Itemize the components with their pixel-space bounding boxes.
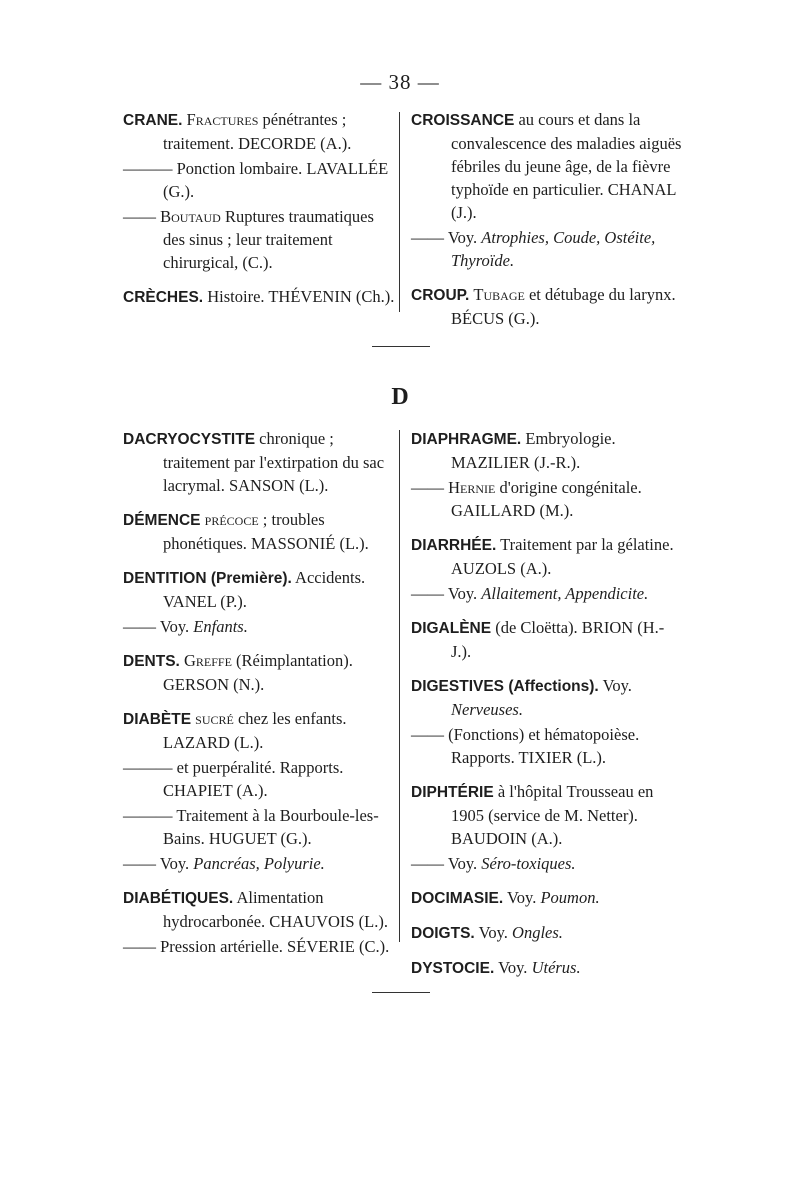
index-entry [123, 285, 395, 309]
entry-smallcaps: sucré [195, 709, 234, 728]
entry-text: Voy. [602, 676, 632, 695]
entry-text: Accidents. VANEL (P.). [163, 568, 366, 611]
entry-text: et puerpéralité. Rapports. CHAPIET (A.). [163, 758, 344, 800]
entry-headword: DIAPHRAGME. [411, 431, 522, 448]
entry-text: (Fonctions) et hématopoièse. Rapports. TIXIER (L.). [448, 725, 640, 767]
index-subentry [123, 852, 395, 875]
index-subentry [123, 756, 395, 802]
entry-smallcaps: Hernie [448, 478, 496, 497]
entry-dash: —— [411, 854, 444, 873]
entry-text: Histoire. THÉVENIN (Ch.). [207, 287, 395, 306]
entry-text: Voy. [159, 854, 194, 873]
index-entry [411, 674, 683, 721]
entry-dash: —— [123, 937, 156, 956]
index-entry [123, 108, 395, 155]
entry-headword: CRÈCHES. [123, 289, 204, 306]
entry-headword: DIARRHÉE. [411, 537, 497, 554]
entry-text: et détubage du larynx. BÉCUS (G.). [451, 285, 676, 328]
index-entry [123, 649, 395, 696]
entry-smallcaps: Boutaud [160, 207, 221, 226]
entry-italic: Utérus. [531, 958, 581, 977]
entry-text: Voy. [159, 617, 194, 636]
index-subentry [123, 804, 395, 850]
entry-tail: (C.). [242, 253, 273, 272]
index-entry [123, 707, 395, 754]
entry-text: Voy. [506, 888, 541, 907]
entry-text: chez les enfants. LAZARD (L.). [163, 709, 347, 752]
entry-dash: —— [123, 617, 156, 636]
entry-dash: ——— [123, 159, 173, 178]
entry-text: Voy. [447, 228, 482, 247]
entry-text: Embryologie. MAZILIER (J.-R.). [451, 429, 616, 472]
column-divider-top [399, 112, 400, 312]
index-entry [411, 921, 683, 945]
top-left-column [123, 108, 395, 320]
entry-text: Voy. [447, 854, 482, 873]
entry-text: Voy. [447, 584, 482, 603]
entry-text: Ponction lombaire. LAVALLÉE (G.). [163, 159, 389, 201]
entry-italic: Séro-toxiques. [481, 854, 576, 873]
entry-smallcaps: Tubage [473, 285, 525, 304]
bottom-left-column [123, 427, 395, 969]
entry-text: Pression artérielle. SÉVERIE (C.). [160, 937, 390, 956]
bottom-right-column [411, 427, 683, 991]
index-subentry [411, 723, 683, 769]
index-subentry [411, 226, 683, 272]
page-number: — 38 — [360, 70, 440, 94]
entry-headword: DOIGTS. [411, 925, 475, 942]
index-subentry [411, 476, 683, 522]
entry-headword: DIGALÈNE [411, 620, 492, 637]
index-entry [411, 956, 683, 980]
index-subentry [123, 205, 395, 274]
entry-text: chronique ; traitement par l'extirpation du sac lacrymal. SANSON (L.). [163, 429, 385, 495]
entry-italic: Nerveuses. [451, 700, 523, 719]
entry-italic: Allaitement, Appendicite. [481, 584, 649, 603]
entry-dash: —— [411, 478, 444, 497]
index-entry [411, 780, 683, 850]
entry-text: ; troubles phonétiques. MASSONIÉ (L.). [163, 510, 369, 553]
entry-headword: DACRYOCYSTITE [123, 431, 256, 448]
entry-headword: DENTS. [123, 653, 180, 670]
end-separator [372, 992, 430, 993]
entry-dash: —— [411, 725, 444, 744]
entry-italic: Poumon. [540, 888, 600, 907]
index-subentry [123, 157, 395, 203]
entry-dash: ——— [123, 758, 173, 777]
entry-text: Voy. [478, 923, 513, 942]
entry-text: Alimentation hydrocarbonée. CHAUVOIS (L.). [163, 888, 388, 931]
entry-dash: —— [123, 854, 156, 873]
entry-smallcaps: précoce [204, 510, 259, 529]
entry-text: Voy. [498, 958, 532, 977]
entry-headword: CROUP. [411, 287, 470, 304]
entry-italic: Atrophies, Coude, Ostéite, Thyroïde. [451, 228, 656, 270]
index-subentry [411, 852, 683, 875]
section-separator [372, 346, 430, 347]
entry-headword: DÉMENCE [123, 512, 201, 529]
entry-dash: —— [411, 228, 444, 247]
index-entry [411, 533, 683, 580]
entry-text: Traitement à la Bourboule-les-Bains. HUGUET (G.). [163, 806, 379, 848]
entry-text: (Réimplantation). GERSON (N.). [163, 651, 353, 694]
entry-text: d'origine congénitale. GAILLARD (M.). [451, 478, 642, 520]
entry-dash: ——— [123, 806, 173, 825]
column-divider-bottom [399, 430, 400, 942]
entry-text: au cours et dans la convalescence des maladies aiguës fébriles du jeune âge, de la fièvre typhoïde en particulier. CHANAL (J.). [451, 110, 682, 222]
index-entry [411, 427, 683, 474]
entry-headword: DYSTOCIE. [411, 960, 495, 977]
index-entry [123, 566, 395, 613]
entry-headword: DOCIMASIE. [411, 890, 504, 907]
entry-text: (de Cloëtta). BRION (H.-J.). [451, 618, 665, 661]
entry-text: à l'hôpital Trousseau en 1905 (service de M. Netter). BAUDOIN (A.). [451, 782, 654, 848]
entry-headword: DIABÉTIQUES. [123, 890, 234, 907]
entry-italic: Ongles. [512, 923, 563, 942]
entry-italic: Enfants. [193, 617, 248, 636]
index-entry [411, 283, 683, 330]
entry-text: Traitement par la gélatine. AUZOLS (A.). [451, 535, 674, 578]
entry-text: pénétrantes ; traitement. DECORDE (A.). [163, 110, 352, 153]
top-right-column [411, 108, 683, 341]
index-subentry [411, 582, 683, 605]
entry-headword: DENTITION (Première). [123, 570, 292, 587]
entry-smallcaps: Fractures [186, 110, 259, 129]
entry-headword: CRANE. [123, 112, 183, 129]
index-subentry [123, 935, 395, 958]
index-entry [411, 616, 683, 663]
entry-dash: —— [411, 584, 444, 603]
entry-dash: —— [123, 207, 156, 226]
entry-headword: DIPHTÉRIE [411, 784, 494, 801]
index-entry [123, 886, 395, 933]
entry-italic: Pancréas, Polyurie. [193, 854, 325, 873]
entry-headword: DIABÈTE [123, 711, 192, 728]
entry-text: Ruptures traumatiques des sinus ; leur traitement chirurgical, [163, 207, 374, 272]
section-letter: D [391, 384, 409, 410]
entry-smallcaps: Greffe [183, 651, 232, 670]
index-entry [411, 108, 683, 224]
entry-headword: CROISSANCE [411, 112, 515, 129]
index-subentry [123, 615, 395, 638]
index-entry [123, 427, 395, 497]
index-entry [411, 886, 683, 910]
entry-headword: DIGESTIVES (Affections). [411, 678, 599, 695]
index-entry [123, 508, 395, 555]
